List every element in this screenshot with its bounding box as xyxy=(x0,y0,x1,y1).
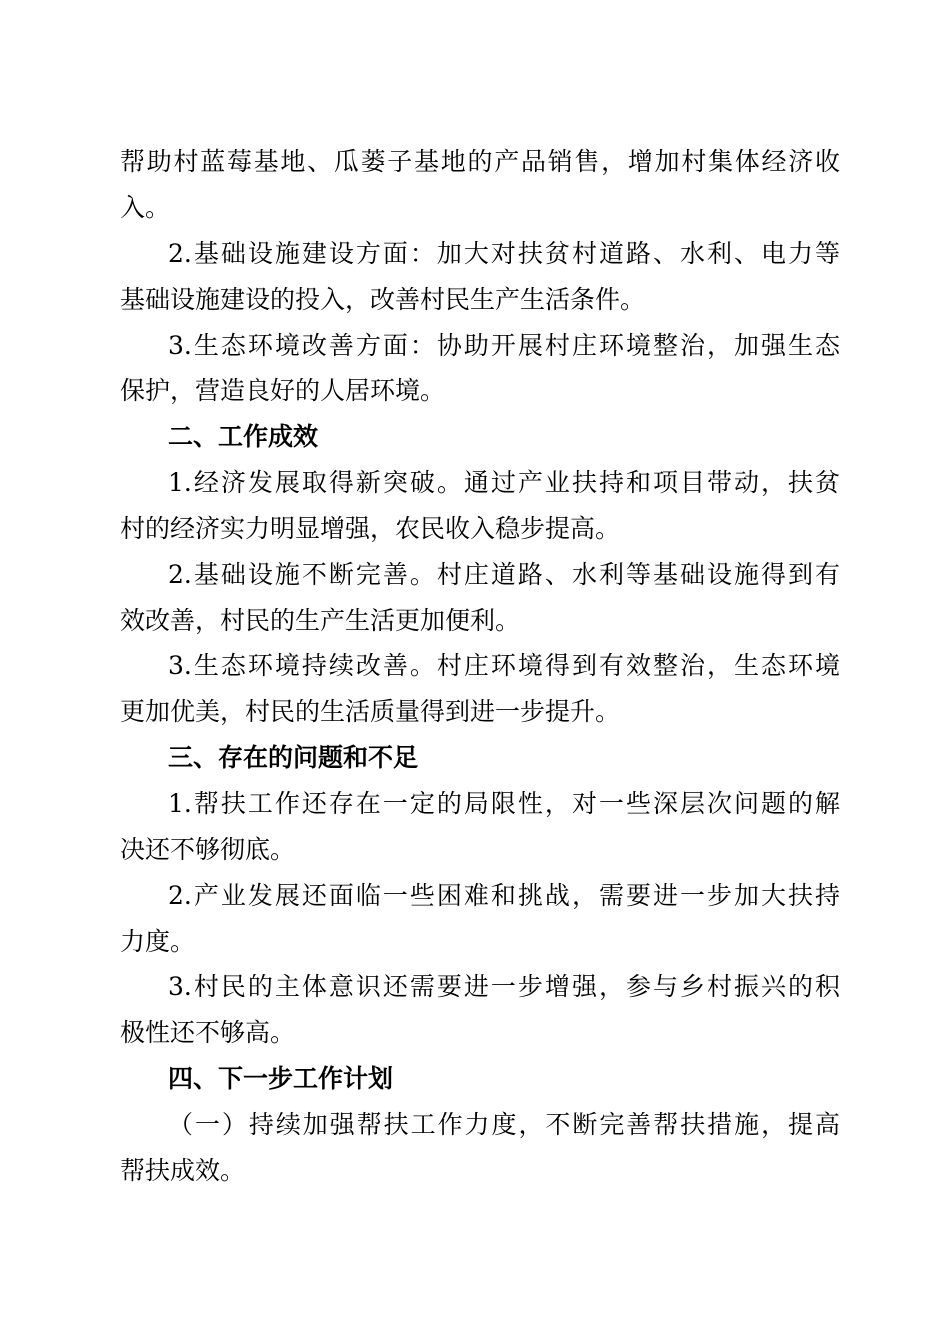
paragraph-first-line: 2.基础设施不断完善。村庄道路、水利等基础设施得到有 xyxy=(168,560,840,589)
paragraph-first-line: 2.产业发展还面临一些困难和挑战，需要进一步加大扶持 xyxy=(168,881,840,910)
body-text-line: 极性还不够高。 xyxy=(120,1018,296,1047)
paragraph-first-line: 3.村民的主体意识还需要进一步增强，参与乡村振兴的积 xyxy=(168,972,840,1001)
body-text-line: 村的经济实力明显增强，农民收入稳步提高。 xyxy=(120,514,621,543)
paragraph-first-line: 1.经济发展取得新突破。通过产业扶持和项目带动，扶贫 xyxy=(168,468,840,497)
body-text-line: 帮助村蓝莓基地、瓜蒌子基地的产品销售，增加村集体经济收 xyxy=(120,147,840,176)
body-text-line: 保护，营造良好的人居环境。 xyxy=(120,376,446,405)
paragraph-first-line: （一）持续加强帮扶工作力度，不断完善帮扶措施，提高 xyxy=(168,1110,840,1139)
paragraph-first-line: 2.基础设施建设方面：加大对扶贫村道路、水利、电力等 xyxy=(168,239,840,268)
paragraph-first-line: 1.帮扶工作还存在一定的局限性，对一些深层次问题的解 xyxy=(168,789,840,818)
body-text-line: 帮扶成效。 xyxy=(120,1156,246,1185)
body-text-line: 入。 xyxy=(120,193,171,222)
section-heading: 三、存在的问题和不足 xyxy=(168,743,419,772)
paragraph-first-line: 3.生态环境持续改善。村庄环境得到有效整治，生态环境 xyxy=(168,651,840,680)
paragraph-first-line: 3.生态环境改善方面：协助开展村庄环境整治，加强生态 xyxy=(168,331,840,360)
body-text-line: 基础设施建设的投入，改善村民生产生活条件。 xyxy=(120,285,646,314)
body-text-line: 力度。 xyxy=(120,927,196,956)
section-heading: 二、工作成效 xyxy=(168,422,319,451)
body-text-line: 决还不够彻底。 xyxy=(120,835,296,864)
body-text-line: 更加优美，村民的生活质量得到进一步提升。 xyxy=(120,697,621,726)
body-text-line: 效改善，村民的生产生活更加便利。 xyxy=(120,606,521,635)
section-heading: 四、下一步工作计划 xyxy=(168,1064,394,1093)
